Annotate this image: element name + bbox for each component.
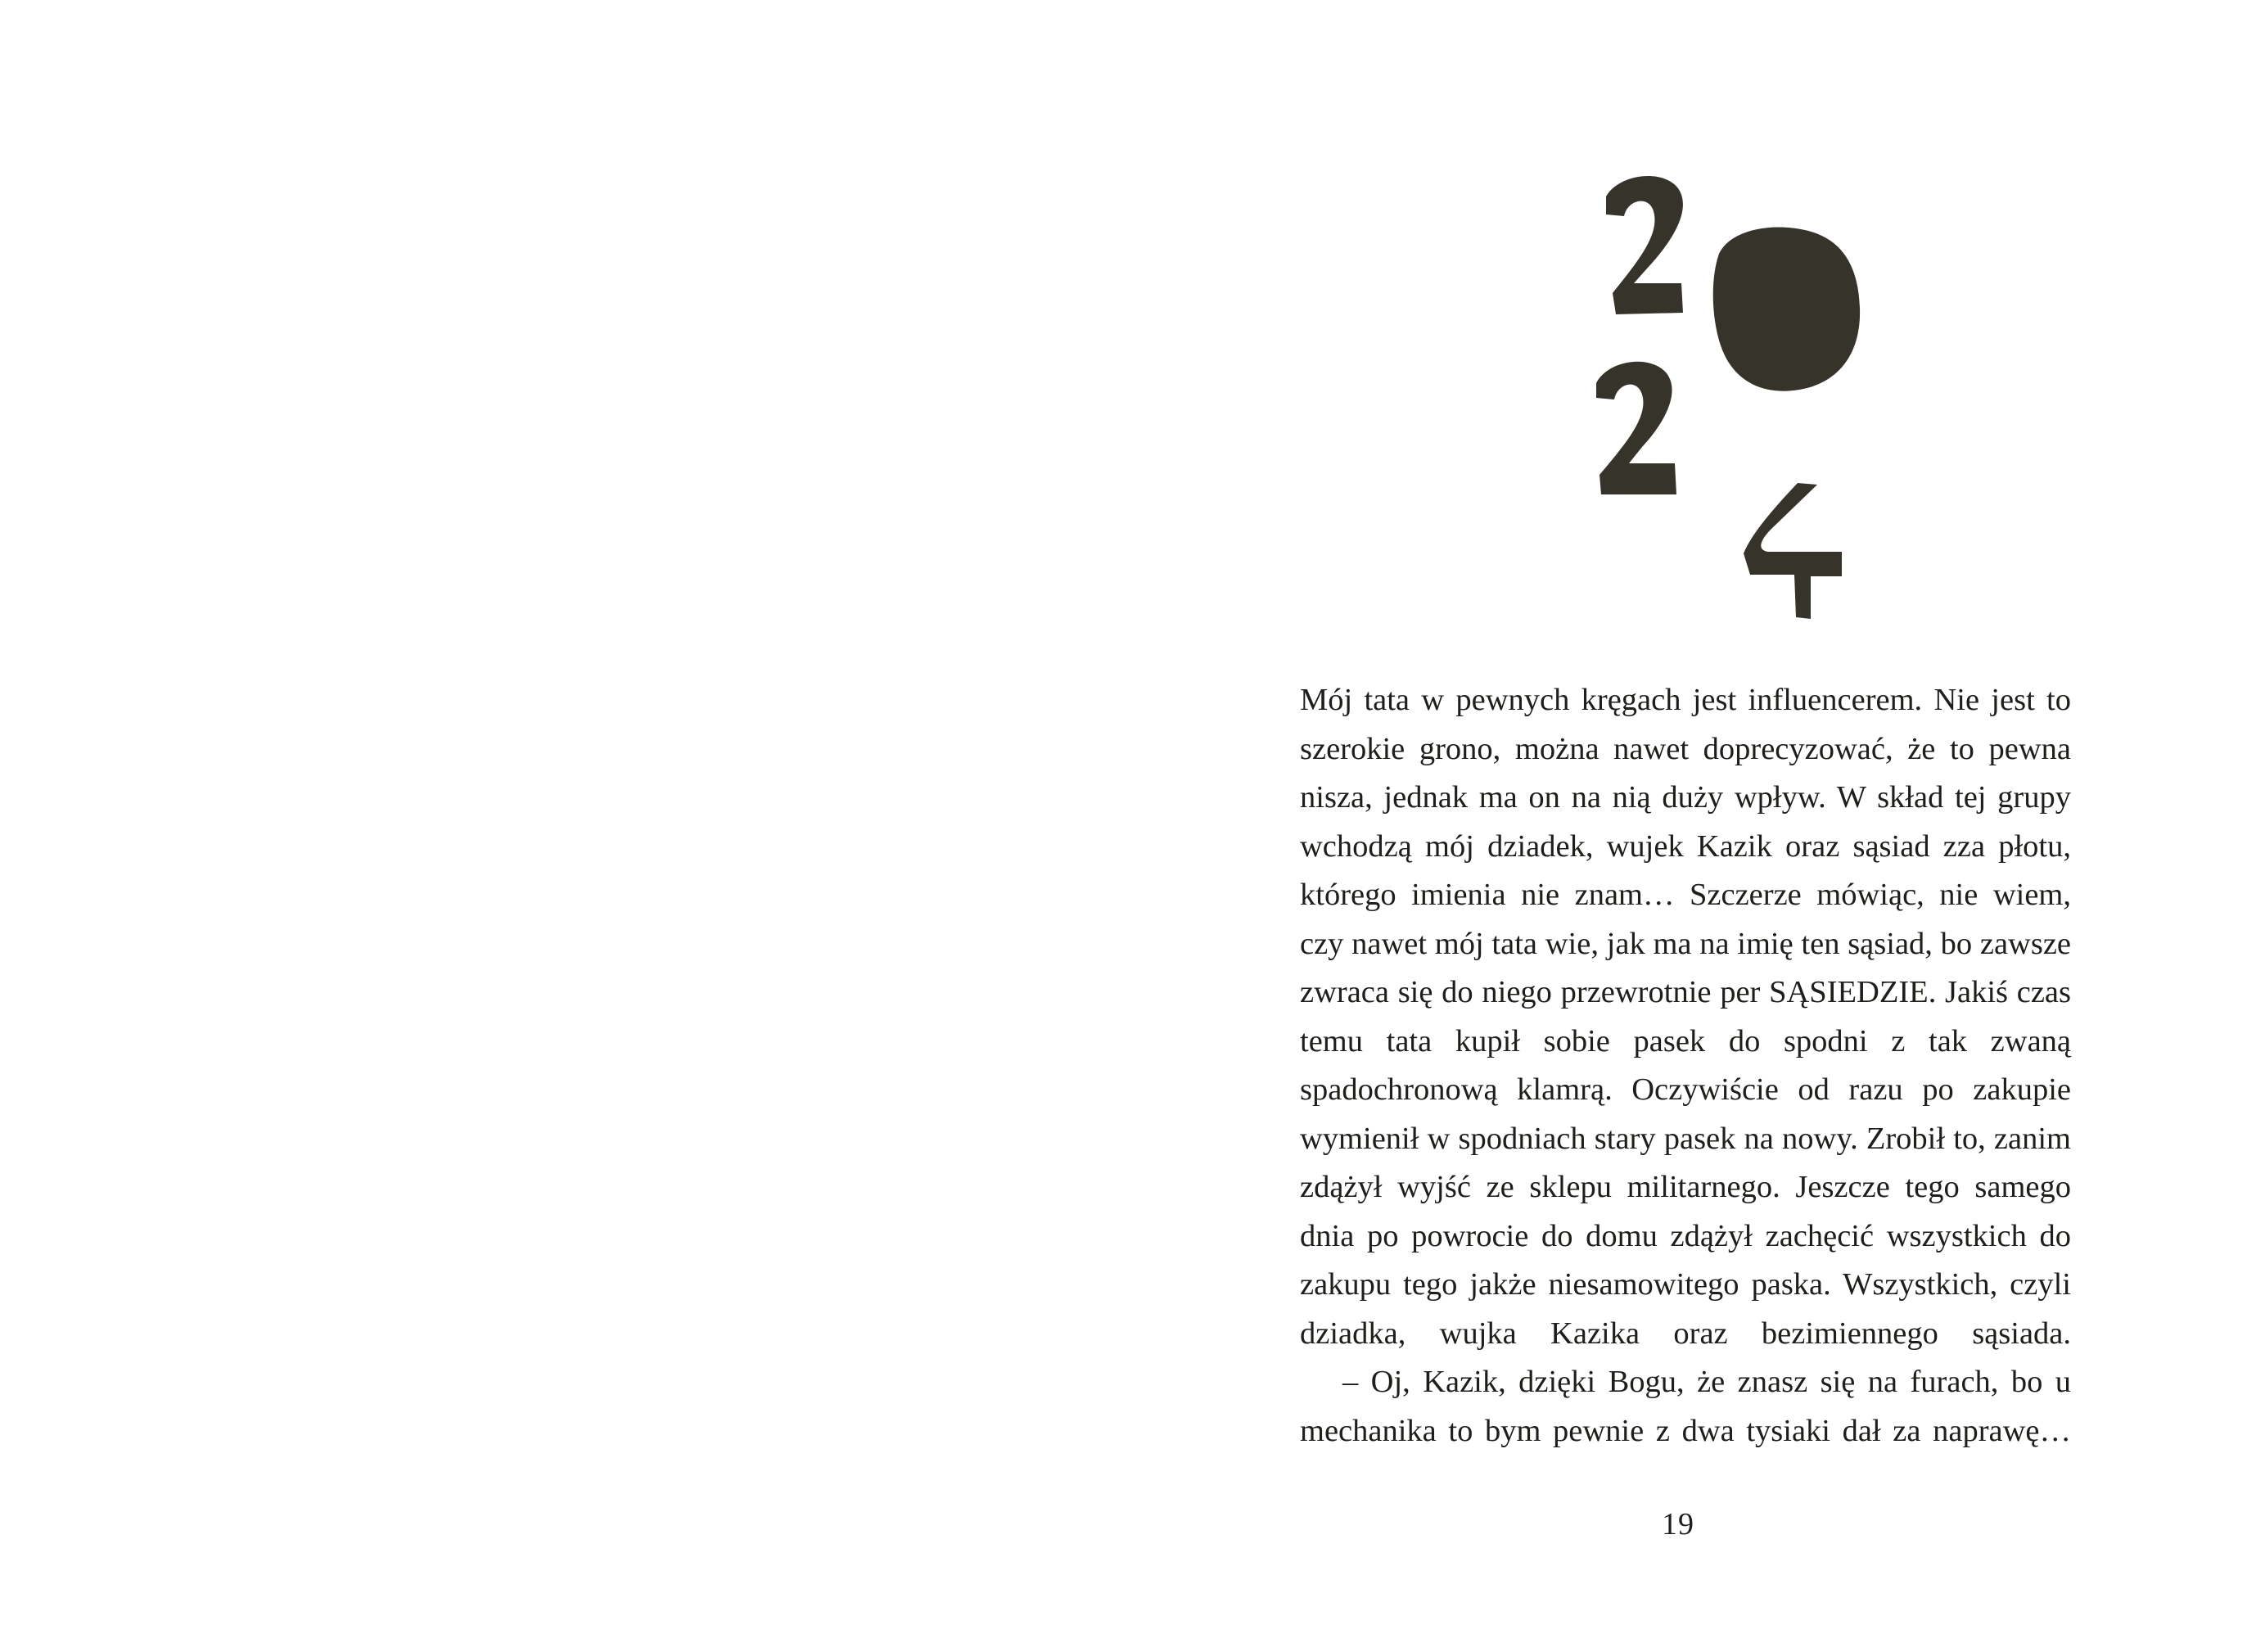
year-digits-graphic bbox=[1596, 164, 1907, 639]
digit-0 bbox=[1713, 228, 1860, 391]
dialogue-paragraph: – Oj, Kazik, dzięki Bogu, że znasz się na furach, bo u mechanika to bym pewnie z dwa tysiaki dał za naprawę… bbox=[1300, 1365, 2071, 1448]
chapter-body-text bbox=[1300, 676, 2071, 1456]
page-number: 19 bbox=[1662, 1507, 1694, 1541]
chapter-year-illustration bbox=[1596, 164, 1907, 639]
body-paragraph: Mój tata w pewnych kręgach jest influencerem. Nie jest to szerokie grono, można nawet doprecyzować, że to pewna nisza, jednak ma on na nią duży wpływ. W skład tej grupy wchodzą mój dziadek, wujek Kazik oraz sąsiad zza płotu, którego imienia nie znam… Szczerze mówiąc, nie wiem, czy nawet mój tata wie, jak ma na imię ten sąsiad, bo zawsze zwraca się do niego przewrotnie per SĄSIEDZIE. Jakiś czas temu tata kupił sobie pasek do spodni z tak zwaną spadochronową klamrą. Oczywiście od razu po zakupie wymienił w spodniach stary pasek na nowy. Zrobił to, zanim zdążył wyjść ze sklepu militarnego. Jeszcze tego samego dnia po powrocie do domu zdążył zachęcić wszystkich do zakupu tego jakże niesamowitego paska. Wszystkich, czyli dziadka, wujka Kazika oraz bezimiennego sąsiada. bbox=[1300, 683, 2071, 1351]
digit-4 bbox=[1744, 483, 1842, 619]
digit-2-bottom bbox=[1596, 362, 1676, 494]
digit-2-top bbox=[1606, 176, 1683, 314]
